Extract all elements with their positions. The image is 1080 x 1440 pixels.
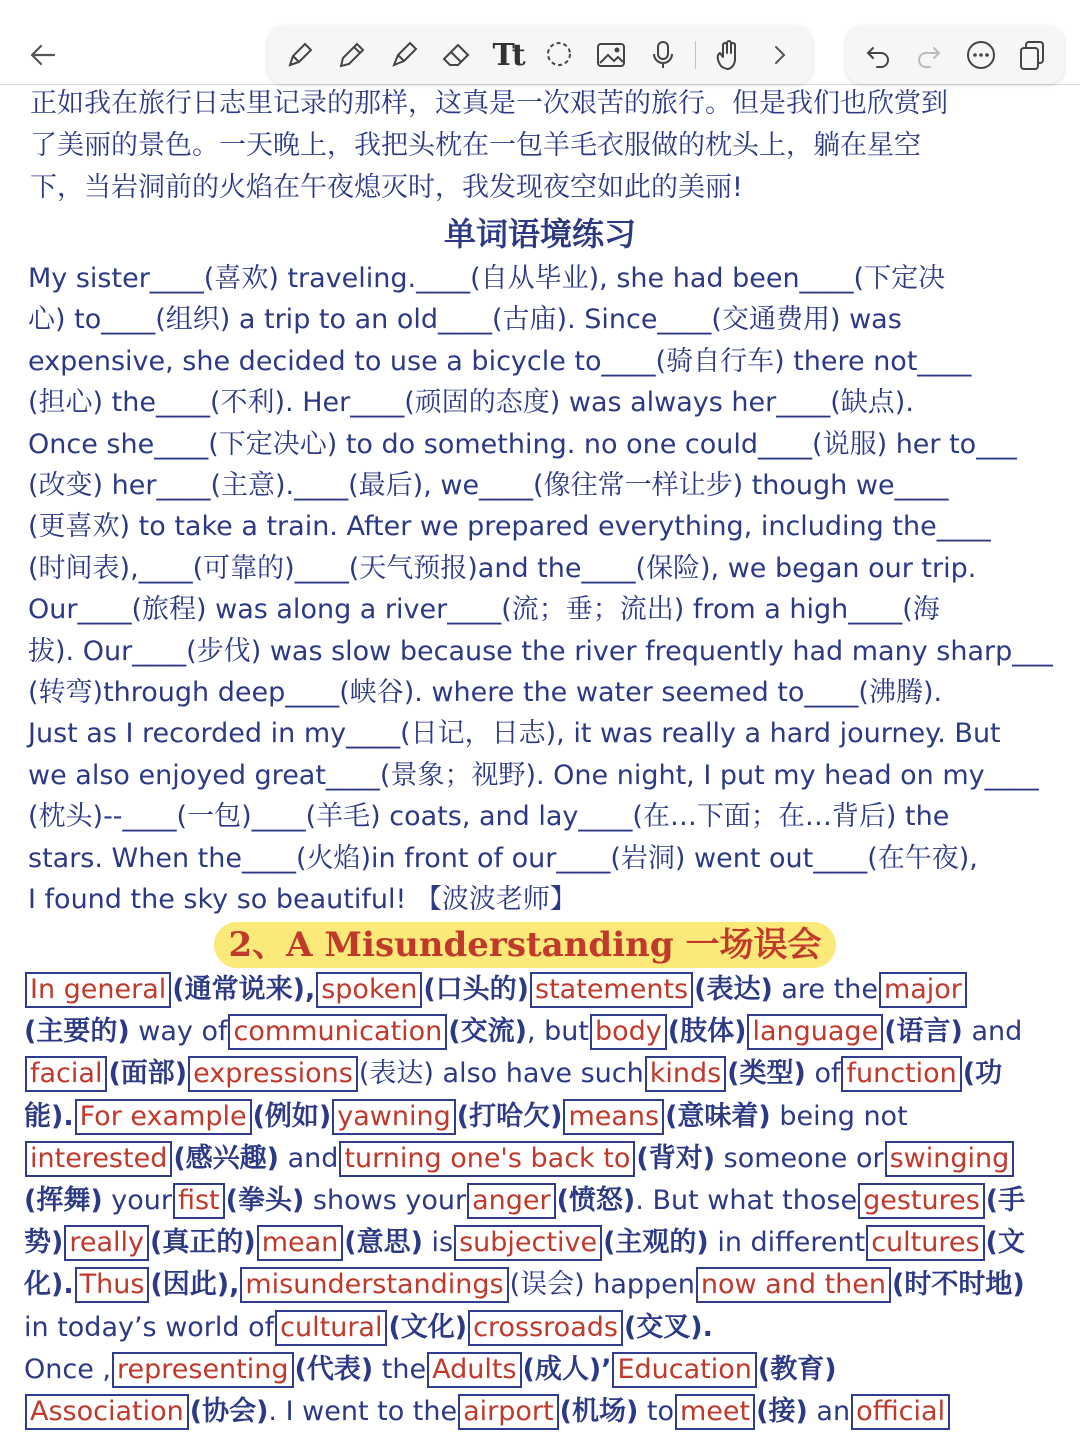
hand-draw-icon[interactable] — [708, 35, 748, 75]
passage-line — [24, 1265, 1025, 1305]
exercise-line: we also enjoyed great____(景象；视野). One night, I put my head on my____ — [28, 759, 1039, 791]
passage-text: an — [807, 1396, 851, 1427]
exercise-line: expensive, she decided to use a bicycle to____(骑自行车) there not____ — [28, 345, 972, 377]
passage-text: (误会) — [509, 1269, 585, 1301]
arrow-left-icon — [30, 44, 56, 66]
passage-text: your — [102, 1185, 172, 1216]
tool-palette — [268, 26, 812, 84]
passage-text: to — [638, 1396, 674, 1427]
vocab-word: kinds — [645, 1056, 726, 1092]
vocab-word: communication — [228, 1014, 447, 1050]
action-palette — [846, 26, 1064, 84]
passage-text: are the — [772, 974, 878, 1005]
vocab-word: spoken — [316, 972, 422, 1008]
chinese-gloss: (主观的) — [603, 1227, 709, 1259]
passage-text: is — [422, 1227, 454, 1259]
vocab-word: fist — [173, 1183, 225, 1219]
vocab-word: expressions — [188, 1056, 358, 1092]
chinese-gloss: (教育) — [757, 1353, 837, 1385]
chinese-gloss: (手 — [985, 1185, 1026, 1216]
chinese-gloss: (主要的) — [24, 1016, 130, 1048]
text-tool-icon[interactable]: Tt — [492, 37, 523, 73]
chinese-gloss: (愤怒) — [556, 1185, 636, 1216]
passage-line — [24, 970, 968, 1010]
pen-icon[interactable] — [280, 35, 320, 75]
vocab-word: body — [590, 1014, 667, 1050]
vocab-word: anger — [467, 1183, 556, 1219]
passage-text: someone or — [715, 1142, 884, 1174]
passage-text: in today’s world of — [24, 1311, 275, 1343]
chinese-gloss: (例如) — [252, 1100, 332, 1132]
passage-line — [24, 1308, 713, 1348]
vocab-word: major — [879, 972, 967, 1008]
chinese-gloss: (背对) — [636, 1142, 716, 1174]
intro-line: 了美丽的景色。一天晚上，我把头枕在一包羊毛衣服做的枕头上，躺在星空 — [30, 130, 921, 161]
exercise-line: Our____(旅程) was along a river____(流；垂；流出) from a high____(海 — [28, 594, 940, 626]
vocab-word: turning one's back to — [339, 1141, 635, 1177]
intro-line: 正如我在旅行日志里记录的那样，这真是一次艰苦的旅行。但是我们也欣赏到 — [30, 88, 948, 119]
exercise-line: Once she____(下定决心) to do something. no one could____(说服) her to___ — [28, 428, 1017, 460]
passage-text: of — [805, 1058, 841, 1090]
passage-line — [24, 1012, 1022, 1052]
chinese-gloss: (交流) — [448, 1016, 527, 1048]
vocab-word: now and then — [696, 1267, 891, 1303]
vocab-word: airport — [458, 1394, 559, 1430]
exercise-line: 心) to____(组织) a trip to an old____(古庙). Since____(交通费用) was — [28, 304, 902, 336]
passage-text: the — [373, 1353, 427, 1385]
toolbar-divider — [695, 41, 696, 69]
vocab-word: cultures — [866, 1225, 984, 1261]
exercise-line: (改变) her____(主意).____(最后), we____(像往常一样让步) though we____ — [28, 470, 949, 501]
passage-text: (表达) — [358, 1058, 434, 1090]
chinese-gloss: (协会) — [189, 1396, 269, 1427]
passage-text: , but — [526, 1016, 589, 1048]
passage-line — [24, 1139, 1015, 1179]
chinese-gloss: (文化) — [388, 1311, 468, 1343]
passage-line — [24, 1054, 1002, 1094]
microphone-icon[interactable] — [643, 35, 683, 75]
highlighter-icon[interactable] — [384, 35, 424, 75]
chinese-gloss: (通常说来), — [172, 974, 316, 1005]
chinese-gloss: (面部) — [108, 1058, 188, 1090]
vocab-word: function — [841, 1056, 961, 1092]
passage-text: . I went to the — [268, 1396, 458, 1427]
lasso-icon[interactable] — [539, 35, 579, 75]
vocab-word: Thus — [75, 1267, 150, 1303]
undo-icon[interactable] — [858, 35, 898, 75]
chinese-gloss: (真正的) — [150, 1227, 256, 1259]
exercise-line: (更喜欢) to take a train. After we prepared everything, including the____ — [28, 511, 991, 543]
exercise-line: My sister____(喜欢) traveling.____(自从毕业), she had been____(下定决 — [28, 263, 946, 294]
pages-icon[interactable] — [1012, 35, 1052, 75]
chinese-gloss: (接) — [756, 1396, 808, 1427]
vocab-word: means — [563, 1099, 664, 1135]
exercise-line: (时间表),____(可靠的)____(天气预报)and the____(保险), we began our trip. — [28, 552, 977, 584]
passage-text: and — [279, 1142, 339, 1174]
chinese-gloss: (功 — [962, 1058, 1003, 1090]
chinese-gloss: (代表) — [294, 1353, 374, 1385]
vocab-word: interested — [25, 1141, 172, 1177]
chinese-gloss: 化). — [24, 1269, 74, 1301]
intro-line: 下，当岩洞前的火焰在午夜熄灭时，我发现夜空如此的美丽! — [30, 172, 743, 203]
vocab-word: gestures — [858, 1183, 985, 1219]
chinese-gloss: (时不时地) — [892, 1269, 1025, 1301]
pencil-icon[interactable] — [332, 35, 372, 75]
passage-text: happen — [584, 1269, 695, 1301]
chinese-gloss: (拳头) — [225, 1185, 305, 1216]
vocab-word: meet — [675, 1394, 755, 1430]
vocab-word: official — [851, 1394, 950, 1430]
vocab-word: misunderstandings — [240, 1267, 508, 1303]
exercise-line: stars. When the____(火焰)in front of our____(岩洞) went out____(在午夜), — [28, 842, 978, 874]
passage-line — [24, 1097, 908, 1137]
vocab-word: language — [747, 1014, 883, 1050]
chinese-gloss: (打哈欠) — [456, 1100, 563, 1132]
chinese-gloss: (类型) — [727, 1058, 806, 1090]
chinese-gloss: (成人)’ — [522, 1353, 612, 1385]
passage-text: and — [962, 1016, 1023, 1048]
more-icon[interactable] — [961, 35, 1001, 75]
chinese-gloss: 势) — [24, 1227, 64, 1259]
chinese-gloss: (感兴趣) — [173, 1142, 280, 1174]
vocab-word: facial — [25, 1056, 107, 1092]
passage-text: Once , — [24, 1353, 111, 1385]
exercise-line: 拔). Our____(步伐) was slow because the river frequently had many sharp___ — [28, 635, 1053, 667]
vocab-word: really — [64, 1225, 149, 1261]
eraser-icon[interactable] — [436, 35, 476, 75]
vocab-word: mean — [257, 1225, 344, 1261]
image-icon[interactable] — [591, 35, 631, 75]
section-title: 2、A Misunderstanding 一场误会 — [214, 922, 836, 968]
chinese-gloss: (口头的) — [423, 974, 530, 1005]
chevron-right-icon[interactable] — [760, 35, 800, 75]
chinese-gloss: (肢体) — [667, 1016, 747, 1048]
chinese-gloss: (表达) — [694, 974, 773, 1005]
chinese-gloss: (意味着) — [665, 1100, 771, 1132]
exercise-line: (担心) the____(不利). Her____(顽固的态度) was always her____(缺点). — [28, 387, 914, 419]
chinese-gloss: (机场) — [559, 1396, 639, 1427]
vocab-word: Education — [612, 1352, 756, 1388]
passage-line — [24, 1392, 951, 1432]
chinese-gloss: (语言) — [884, 1016, 963, 1048]
vocab-word: crossroads — [468, 1310, 623, 1346]
passage-line — [24, 1181, 1025, 1221]
passage-text: in different — [708, 1227, 866, 1259]
vocab-word: In general — [25, 972, 171, 1008]
passage-text: shows your — [304, 1185, 467, 1216]
note-toolbar — [0, 0, 1080, 85]
chinese-gloss: (文 — [985, 1227, 1025, 1259]
back-button[interactable] — [18, 30, 68, 80]
exercise-line: Just as I recorded in my____(日记，日志), it was really a hard journey. But — [28, 718, 1001, 750]
passage-text: also have such — [433, 1058, 644, 1090]
chinese-gloss: (意思) — [344, 1227, 423, 1259]
vocab-word: Association — [25, 1394, 189, 1430]
vocab-word: statements — [530, 972, 693, 1008]
vocab-word: Adults — [427, 1352, 521, 1388]
vocab-word: subjective — [454, 1225, 602, 1261]
passage-text: . But what those — [635, 1185, 858, 1216]
exercise-heading: 单词语境练习 — [443, 215, 636, 253]
passage-line — [24, 1223, 1025, 1263]
passage-line — [24, 1350, 837, 1390]
exercise-line: (枕头)--____(一包)____(羊毛) coats, and lay____(在…下面；在…背后) the — [28, 801, 950, 833]
redo-icon[interactable] — [909, 35, 949, 75]
exercise-line: (转弯)through deep____(峡谷). where the water seemed to____(沸腾). — [28, 677, 943, 708]
vocab-word: For example — [75, 1099, 252, 1135]
exercise-line: I found the sky so beautiful! 【波波老师】 — [28, 884, 577, 915]
chinese-gloss: (交叉). — [623, 1311, 713, 1343]
chinese-gloss: 能). — [24, 1100, 74, 1132]
vocab-word: swinging — [885, 1141, 1015, 1177]
passage-text: being not — [770, 1100, 908, 1132]
passage-text: way of — [129, 1016, 228, 1048]
vocab-word: cultural — [275, 1310, 387, 1346]
chinese-gloss: (因此), — [150, 1269, 240, 1301]
chinese-gloss: (挥舞) — [24, 1185, 103, 1216]
vocab-word: representing — [112, 1352, 294, 1388]
vocab-word: yawning — [332, 1099, 455, 1135]
